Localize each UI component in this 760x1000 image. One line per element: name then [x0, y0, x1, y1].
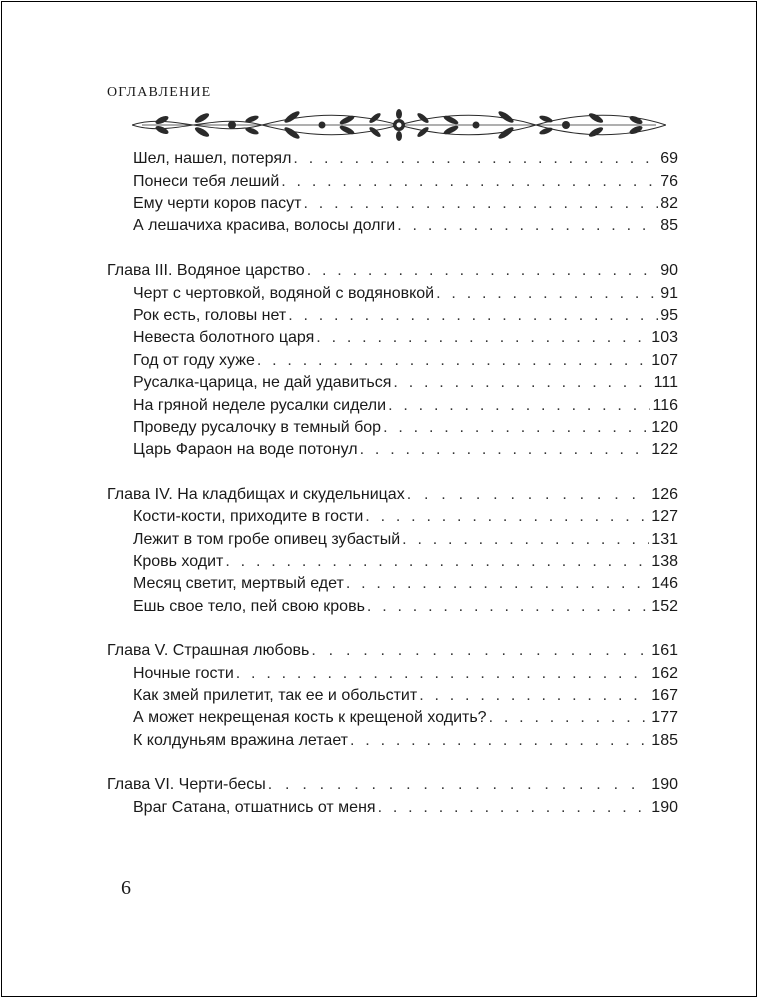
entry-title: Ему черти коров пасут	[133, 195, 302, 212]
page-number: 122	[651, 441, 678, 458]
page-number: 146	[651, 575, 678, 592]
dot-leader	[360, 439, 650, 461]
toc-entry[interactable]	[133, 707, 678, 729]
entry-title: Черт с чертовкой, водяной с водяновкой	[133, 285, 435, 302]
dot-leader	[407, 484, 650, 506]
entry-title: Царь Фараон на воде потонул	[133, 441, 358, 458]
entry-title: Рок есть, головы нет	[133, 307, 287, 324]
chapter-title: Глава V. Страшная любовь	[107, 642, 310, 659]
toc-chapter[interactable]	[107, 260, 678, 282]
toc-entry[interactable]	[133, 529, 678, 551]
page-number: 127	[651, 508, 678, 525]
page-number: 131	[651, 531, 678, 548]
page-number: 90	[660, 262, 678, 279]
toc-entry[interactable]	[133, 685, 678, 707]
page-number: 126	[651, 486, 678, 503]
dot-leader	[236, 663, 650, 685]
dot-leader	[225, 551, 649, 573]
entry-title: Враг Сатана, отшатнись от меня	[133, 799, 376, 816]
toc-chapter[interactable]	[107, 484, 678, 506]
toc-entry[interactable]	[133, 573, 678, 595]
floral-ornament-icon	[132, 108, 666, 142]
page-number: 161	[651, 642, 678, 659]
page-number: 95	[660, 307, 678, 324]
dot-leader	[350, 730, 649, 752]
page-number: 138	[651, 553, 678, 570]
entry-title: Шел, нашел, потерял	[133, 150, 292, 167]
toc-entry[interactable]	[133, 148, 678, 170]
chapter-title: Глава IV. На кладбищах и скудельницах	[107, 486, 405, 503]
toc-entry[interactable]	[133, 663, 678, 685]
entry-title: Месяц светит, мертвый едет	[133, 575, 344, 592]
dot-leader	[346, 573, 649, 595]
page-number: 190	[651, 799, 678, 816]
entry-title: На гряной неделе русалки сидели	[133, 397, 387, 414]
page-number: 152	[651, 598, 678, 615]
page-number: 120	[651, 419, 678, 436]
entry-title: Русалка-царица, не дай удавиться	[133, 374, 392, 391]
page-folio: 6	[121, 877, 131, 899]
toc-entry[interactable]	[133, 506, 678, 528]
dot-leader	[307, 260, 659, 282]
toc-entry[interactable]	[133, 372, 678, 394]
page-number: 82	[660, 195, 678, 212]
page-number: 107	[651, 352, 678, 369]
chapter-title: Глава VI. Черти-бесы	[107, 776, 266, 793]
dot-leader	[304, 193, 659, 215]
toc-entry[interactable]	[133, 193, 678, 215]
dot-leader	[268, 774, 650, 796]
page-number: 111	[653, 374, 678, 391]
entry-title: Как змей прилетит, так ее и обольстит	[133, 687, 418, 704]
dot-leader	[393, 372, 651, 394]
dot-leader	[293, 148, 658, 170]
entry-title: Невеста болотного царя	[133, 329, 315, 346]
page-number: 185	[651, 732, 678, 749]
toc-entry[interactable]	[133, 350, 678, 372]
toc-entry[interactable]	[133, 551, 678, 573]
page-number: 116	[652, 397, 678, 414]
entry-title: Проведу русалочку в темный бор	[133, 419, 382, 436]
page-number: 69	[660, 150, 678, 167]
entry-title: Кровь ходит	[133, 553, 224, 570]
dot-leader	[397, 215, 658, 237]
page-number: 162	[651, 665, 678, 682]
entry-title: Ешь свое тело, пей свою кровь	[133, 598, 365, 615]
entry-title: Год от году хуже	[133, 352, 255, 369]
page-number: 167	[651, 687, 678, 704]
toc-entry[interactable]	[133, 327, 678, 349]
entry-title: Кости-кости, приходите в гости	[133, 508, 364, 525]
page-number: 177	[651, 709, 678, 726]
toc-chapter[interactable]	[107, 640, 678, 662]
toc-entry[interactable]	[133, 283, 678, 305]
entry-title: Понеси тебя леший	[133, 173, 280, 190]
toc-entry[interactable]	[133, 730, 678, 752]
dot-leader	[383, 417, 649, 439]
toc-entry[interactable]	[133, 596, 678, 618]
dot-leader	[367, 596, 649, 618]
entry-title: А может некрещеная кость к крещеной ходить?	[133, 709, 487, 726]
page-number: 85	[660, 217, 678, 234]
dot-leader	[316, 327, 649, 349]
dot-leader	[365, 506, 649, 528]
dot-leader	[402, 529, 649, 551]
dot-leader	[257, 350, 649, 372]
page-number: 190	[651, 776, 678, 793]
dot-leader	[388, 395, 650, 417]
toc-entry[interactable]	[133, 395, 678, 417]
entry-title: А лешачиха красива, волосы долги	[133, 217, 396, 234]
page-number: 103	[651, 329, 678, 346]
toc-entry[interactable]	[133, 439, 678, 461]
dot-leader	[281, 171, 658, 193]
dot-leader	[288, 305, 658, 327]
toc-entry[interactable]	[133, 215, 678, 237]
toc-chapter[interactable]	[107, 774, 678, 796]
running-head: ОГЛАВЛЕНИЕ	[107, 85, 212, 100]
dot-leader	[489, 707, 650, 729]
page-number: 91	[660, 285, 678, 302]
dot-leader	[311, 640, 649, 662]
toc-entry[interactable]	[133, 417, 678, 439]
dot-leader	[436, 283, 658, 305]
entry-title: Лежит в том гробе опивец зубастый	[133, 531, 401, 548]
dot-leader	[378, 797, 650, 819]
toc-entry[interactable]	[133, 305, 678, 327]
chapter-title: Глава III. Водяное царство	[107, 262, 305, 279]
toc-entry[interactable]	[133, 797, 678, 819]
toc-entry[interactable]	[133, 171, 678, 193]
entry-title: К колдуньям вражина летает	[133, 732, 349, 749]
dot-leader	[419, 685, 649, 707]
entry-title: Ночные гости	[133, 665, 234, 682]
page-number: 76	[660, 173, 678, 190]
